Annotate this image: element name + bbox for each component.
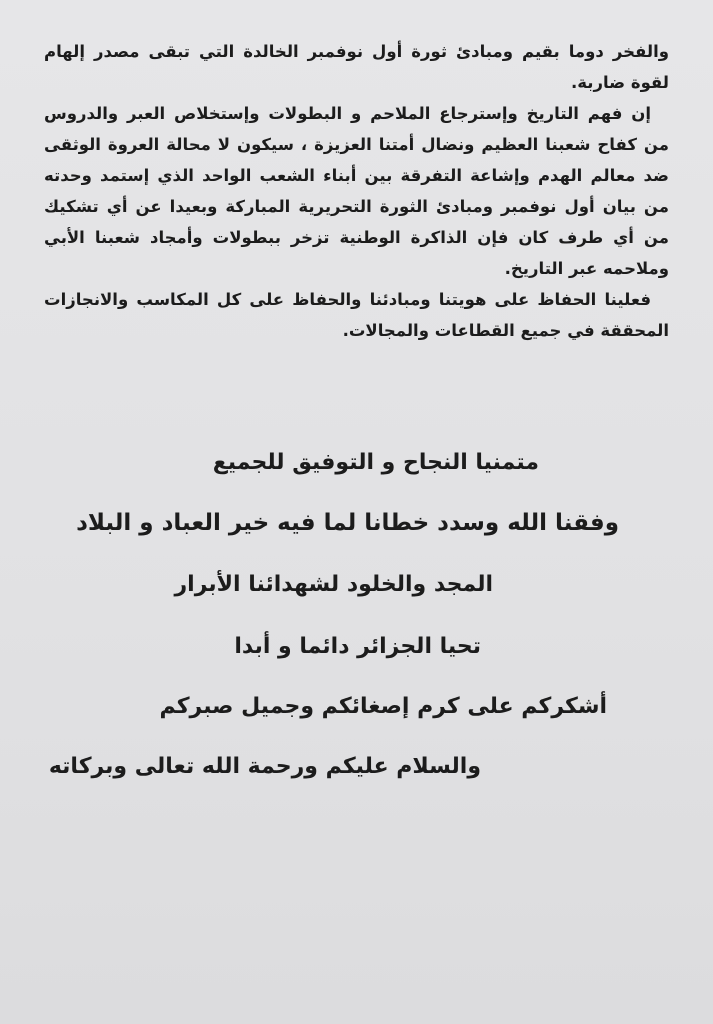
closing-line-wishes: متمنيا النجاح و التوفيق للجميع bbox=[212, 450, 539, 475]
closing-line-algeria: تحيا الجزائر دائما و أبدا bbox=[234, 634, 481, 659]
closing-line-prayer: وفقنا الله وسدد خطانا لما فيه خير العباد و البلاد bbox=[76, 510, 619, 536]
closing-line-martyrs: المجد والخلود لشهدائنا الأبرار bbox=[174, 572, 493, 597]
paragraph-history: إن فهم التاريخ وإسترجاع الملاحم و البطولات وإستخلاص العبر والدروس من كفاح شعبنا العظيم ونضال أمتنا العزيزة ، سيكون لا محالة العروة الوثقى ضد معالم الهدم وإشاعة التفرقة بين أبناء الشعب الواحد الذي إستمد وحدته من بيان أول نوفمبر ومبادئ الثورة التحريرية المباركة وبعيدا عن أي تشكيك من أي طرف كان فإن الذاكرة الوطنية تزخر ببطولات وأمجاد شعبنا الأبي وملاحمه عبر التاريخ. bbox=[44, 104, 669, 278]
paragraph-continuation: والفخر دوما بقيم ومبادئ ثورة أول نوفمبر الخالدة التي تبقى مصدر إلهام لقوة ضاربة. bbox=[44, 42, 669, 92]
document-body bbox=[44, 36, 669, 346]
paragraph-preservation: فعلينا الحفاظ على هويتنا ومبادئنا والحفاظ على كل المكاسب والانجازات المحققة في جميع القطاعات والمجالات. bbox=[44, 290, 669, 340]
closing-line-salutation: والسلام عليكم ورحمة الله تعالى وبركاته bbox=[48, 754, 481, 779]
closing-line-thanks: أشكركم على كرم إصغائكم وجميل صبركم bbox=[159, 694, 607, 719]
